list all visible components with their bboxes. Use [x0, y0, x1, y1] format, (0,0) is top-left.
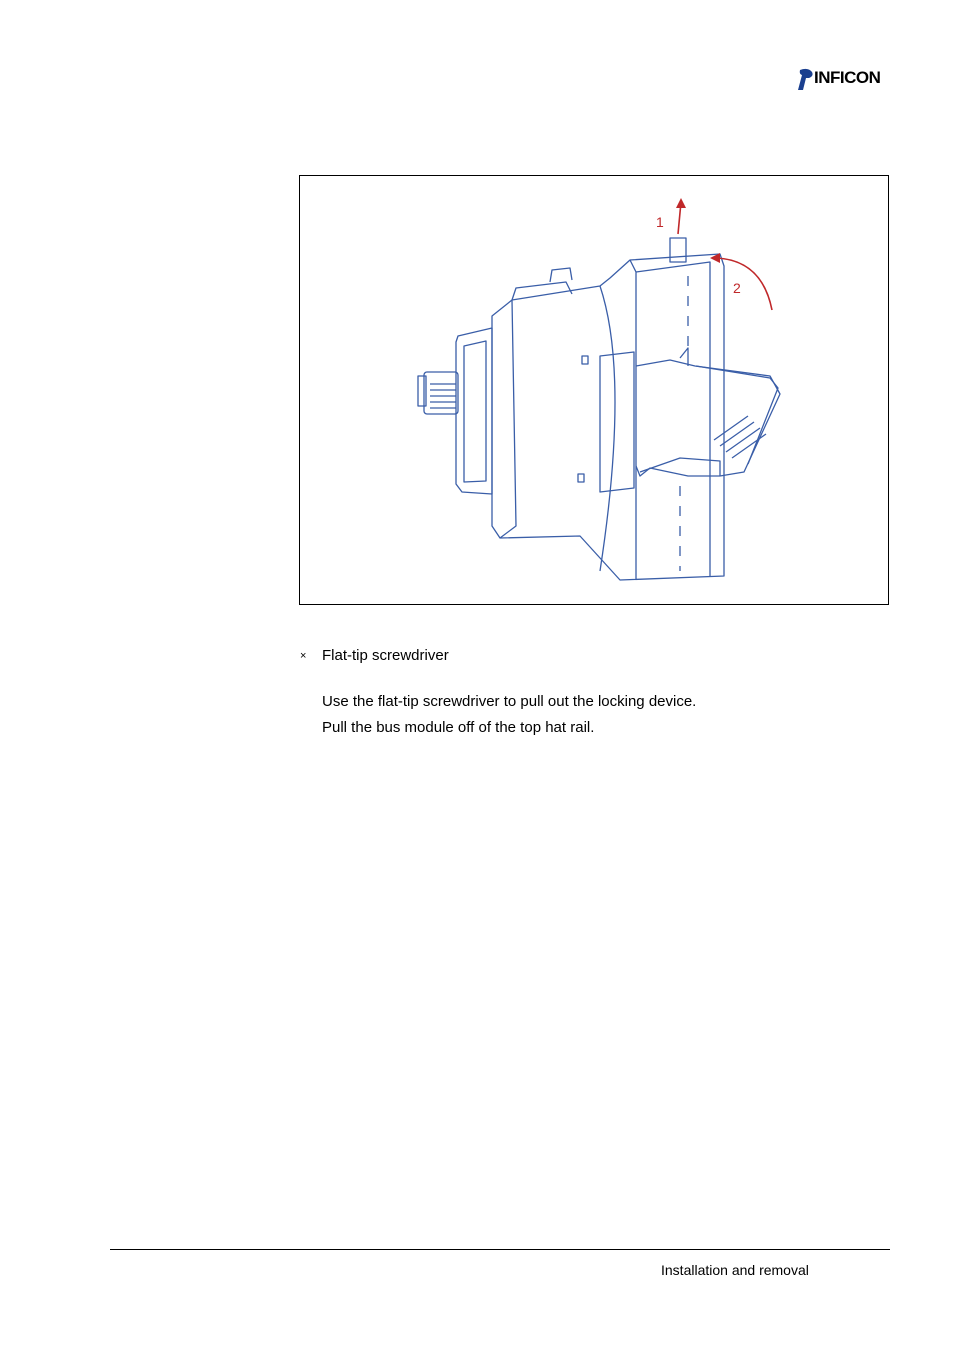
footer-section-title: Installation and removal — [661, 1262, 809, 1278]
callout-1: 1 — [656, 214, 664, 230]
tools-list — [300, 647, 449, 664]
bullet-icon: × — [300, 650, 307, 662]
step-2: Pull the bus module off of the top hat rail. — [322, 719, 595, 736]
bus-module-drawing — [300, 176, 890, 606]
callout-2: 2 — [733, 280, 741, 296]
step-1: Use the flat-tip screwdriver to pull out the locking device. — [322, 693, 697, 710]
tool-item: Flat-tip screwdriver — [322, 647, 449, 664]
removal-illustration — [299, 175, 889, 605]
footer-divider — [110, 1249, 890, 1250]
logo-text: INFICON — [814, 68, 881, 87]
connector-drawing — [418, 372, 458, 414]
